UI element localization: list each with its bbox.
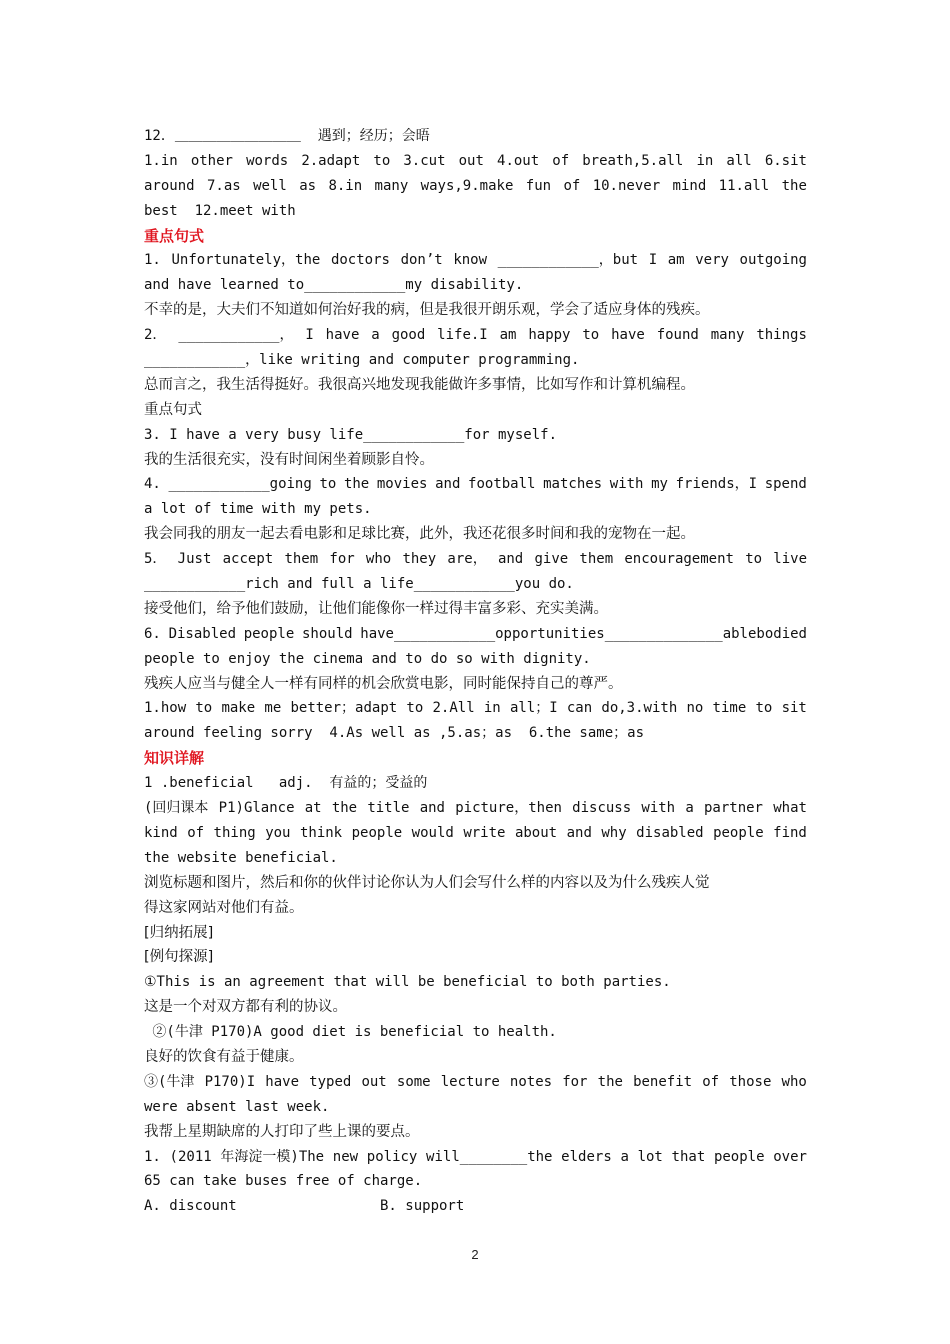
word: and [497, 551, 524, 568]
text-line: best 12.meet with [144, 202, 296, 219]
text-line: 12．＿＿＿＿＿＿＿＿＿ 遇到；经历；会晤 [144, 128, 430, 144]
word: 4. [144, 476, 161, 493]
text-line: and have learned to____________my disability. [144, 277, 524, 294]
word: 1.in [144, 152, 178, 169]
word: kind [144, 824, 178, 841]
word: (回归课本 [144, 800, 209, 817]
word: Unfortunately，the [171, 252, 321, 269]
word: other [190, 152, 233, 169]
word: P1)Glance [218, 800, 295, 817]
word: people [713, 824, 764, 841]
text-line [144, 174, 807, 199]
word: for [562, 1073, 588, 1090]
word: who [365, 551, 392, 568]
word: with [609, 476, 644, 493]
word: good [391, 327, 426, 344]
word: spend [764, 476, 807, 493]
text-line: 3. I have a very busy life____________for myself. [144, 426, 558, 443]
word: have [265, 1073, 300, 1090]
word: in [483, 700, 501, 717]
word: happy [528, 327, 571, 344]
word: me [264, 700, 282, 717]
word: have____________opportunities______________ablebodied [360, 625, 807, 642]
word: partner [703, 800, 763, 817]
word: ____________， [178, 327, 294, 344]
word: the [343, 476, 370, 493]
answer-options: A. discount B. support [144, 1198, 465, 1215]
word: the [781, 177, 807, 194]
text-line: were absent last week. [144, 1098, 330, 1115]
translation-line: 这是一个对双方都有利的协议。 [144, 999, 347, 1016]
word: policy [366, 1148, 418, 1165]
word: 10.never [592, 177, 661, 194]
translation-line: 我会同我的朋友一起去看电影和足球比赛，此外，我还花很多时间和我的宠物在一起。 [144, 526, 695, 543]
word: over [773, 1148, 807, 1165]
translation-line: 接受他们，给予他们鼓励，让他们能像你一样过得丰富多彩、充实美满。 [144, 600, 608, 617]
subheading: [归纳拓展] [144, 924, 214, 941]
word: football [468, 476, 536, 493]
word: people [713, 1148, 765, 1165]
word: life.I [437, 327, 488, 344]
word: many [374, 177, 409, 194]
translation-line: 残疾人应当与健全人一样有同样的机会欣赏电影，同时能保持自己的尊严。 [144, 675, 623, 692]
word: of [552, 152, 570, 169]
word: outgoing [739, 252, 807, 269]
word: ③(牛津 [144, 1073, 195, 1090]
word: Disabled [168, 625, 236, 642]
text-line [144, 248, 807, 273]
word: accept [222, 551, 274, 568]
word: am [499, 327, 517, 344]
word: to [406, 700, 424, 717]
word: you [265, 824, 291, 841]
word: them [284, 551, 319, 568]
text-line: ____________，like writing and computer programming. [144, 352, 580, 369]
word: 1.how [144, 700, 187, 717]
word: breath,5.all [582, 152, 684, 169]
word: with [641, 800, 676, 817]
word: sit [781, 700, 807, 717]
word: thing [213, 824, 256, 841]
word: to [755, 700, 773, 717]
text-line: the website beneficial. [144, 849, 338, 866]
subheading: [例句探源] [144, 949, 214, 966]
word: have [611, 327, 645, 344]
word: why [601, 824, 627, 841]
word: well [253, 177, 287, 194]
word: a [685, 800, 694, 817]
word: a [371, 327, 380, 344]
word: ____________，but [497, 252, 639, 269]
word: think [299, 824, 343, 841]
word: of [702, 1073, 720, 1090]
word: things [756, 327, 807, 344]
translation-line: 总而言之，我生活得挺好。我很高兴地发现我能做许多事情，比如写作和计算机编程。 [144, 376, 695, 393]
word: to [319, 476, 337, 493]
word: mind [672, 177, 707, 194]
word: encouragement [624, 551, 734, 568]
page-content [144, 124, 807, 1219]
section-heading: 知识详解 [144, 749, 205, 768]
word: 8.in [328, 177, 363, 194]
word: have [325, 327, 360, 344]
word: 2.All [432, 700, 475, 717]
word: am [667, 252, 685, 269]
word: are， [447, 551, 487, 568]
word: and [566, 824, 592, 841]
word: 5． [144, 551, 167, 568]
word: 6. [144, 625, 161, 642]
word: all；I [509, 700, 558, 717]
word: I [305, 327, 314, 344]
word: as [299, 177, 317, 194]
word: no [686, 700, 704, 717]
word: typed [309, 1073, 352, 1090]
word: at [304, 800, 322, 817]
word: new [332, 1148, 359, 1165]
word: lecture [440, 1073, 500, 1090]
word: write [463, 824, 506, 841]
word: doctors [330, 252, 390, 269]
word: ____________going [168, 476, 312, 493]
word: some [396, 1073, 431, 1090]
word: to [745, 551, 763, 568]
text-line: people to enjoy the cinema and to do so with dignity. [144, 650, 591, 667]
translation-line: 良好的饮食有益于健康。 [144, 1048, 304, 1065]
exercise-question [144, 1145, 807, 1170]
word: will________the [426, 1148, 553, 1165]
word: they [402, 551, 437, 568]
word: them [579, 551, 614, 568]
word: the [331, 800, 358, 817]
translation-line: 得这家网站对他们有益。 [144, 899, 304, 916]
word: matches [543, 476, 603, 493]
translation-line: 不幸的是，大夫们不知道如何治好我的病，但是我很开朗乐观，学会了适应身体的残疾。 [144, 302, 710, 319]
word: out [361, 1073, 387, 1090]
text-line: ____________rich and full a life____________you do. [144, 576, 574, 593]
word: (2011 [169, 1148, 212, 1165]
answer-line [144, 696, 807, 721]
word: who [781, 1073, 807, 1090]
text-line: a lot of time with my pets. [144, 501, 372, 518]
word: of [563, 177, 581, 194]
word: live [773, 551, 807, 568]
example-sentence [144, 1070, 807, 1095]
text-line [144, 622, 807, 647]
text-line: 65 can take buses free of charge. [144, 1173, 423, 1190]
word: I [648, 252, 658, 269]
word: around [144, 177, 195, 194]
word: 2.adapt [301, 152, 361, 169]
word: to [373, 152, 391, 169]
word: all [726, 152, 752, 169]
translation-line: 我帮上星期缺席的人打印了些上课的要点。 [144, 1123, 420, 1140]
example-sentence: ①This is an agreement that will be beneficial to both parties. [144, 974, 671, 991]
word: 2． [144, 327, 167, 344]
word: my [651, 476, 668, 493]
word: a [620, 1148, 629, 1165]
word: don’t [400, 252, 443, 269]
word: 1. [144, 1148, 161, 1165]
word: out [458, 152, 484, 169]
word: P170)I [204, 1073, 256, 1090]
word: movies [376, 476, 428, 493]
word: 7.as [206, 177, 241, 194]
word: 3.cut [403, 152, 446, 169]
word: 4.out [497, 152, 540, 169]
word: people [243, 625, 295, 642]
word: title [367, 800, 410, 817]
word: should [301, 625, 353, 642]
word: people [351, 824, 403, 841]
vocab-entry: 1 .beneficial adj. 有益的；受益的 [144, 775, 428, 792]
text-line [144, 796, 807, 821]
section-heading: 重点句式 [144, 226, 205, 245]
word: to [195, 700, 213, 717]
answer-line: around feeling sorry 4.As well as ,5.as；as 6.the same；as [144, 725, 645, 742]
word: notes [509, 1073, 553, 1090]
word: elders [561, 1148, 612, 1165]
word: can [566, 700, 593, 717]
word: many [710, 327, 745, 344]
text-line [144, 149, 807, 174]
word: 1. [144, 252, 161, 269]
word: and [435, 476, 461, 493]
word: discuss [572, 800, 632, 817]
text-line [144, 323, 807, 348]
word: of [187, 824, 205, 841]
word: very [695, 252, 729, 269]
example-sentence: ②(牛津 P170)A good diet is beneficial to health. [144, 1024, 557, 1041]
word: picture，then [455, 800, 562, 817]
word: 11.all [718, 177, 770, 194]
word: find [773, 824, 807, 841]
word: time [712, 700, 747, 717]
word: friends，I [675, 476, 758, 493]
word: words [246, 152, 289, 169]
word: 6.sit [764, 152, 807, 169]
word: lot [637, 1148, 663, 1165]
word: better；adapt [290, 700, 398, 717]
word: do,3.with [601, 700, 678, 717]
word: give [534, 551, 569, 568]
word: about [514, 824, 558, 841]
word: those [729, 1073, 772, 1090]
word: fun [525, 177, 552, 194]
page-number: 2 [471, 1247, 479, 1262]
translation-line: 我的生活很充实，没有时间闲坐着顾影自怜。 [144, 451, 434, 468]
word: 年海淀一模)The [220, 1148, 325, 1165]
word: what [773, 800, 807, 817]
word: benefit [633, 1073, 693, 1090]
word: the [597, 1073, 623, 1090]
word: for [329, 551, 355, 568]
word: disabled [636, 824, 704, 841]
word: in [696, 152, 714, 169]
word: to [582, 327, 600, 344]
word: would [411, 824, 454, 841]
word: ways,9.make [420, 177, 514, 194]
word: that [671, 1148, 706, 1165]
word: Just [177, 551, 212, 568]
word: and [419, 800, 445, 817]
text-line [144, 547, 807, 572]
text-line [144, 472, 807, 497]
word: know [453, 252, 488, 269]
word: make [221, 700, 256, 717]
translation-line: 浏览标题和图片，然后和你的伙伴讨论你认为人们会写什么样的内容以及为什么残疾人觉 [144, 874, 710, 891]
subheading: 重点句式 [144, 401, 202, 418]
text-line [144, 821, 807, 846]
word: found [656, 327, 699, 344]
